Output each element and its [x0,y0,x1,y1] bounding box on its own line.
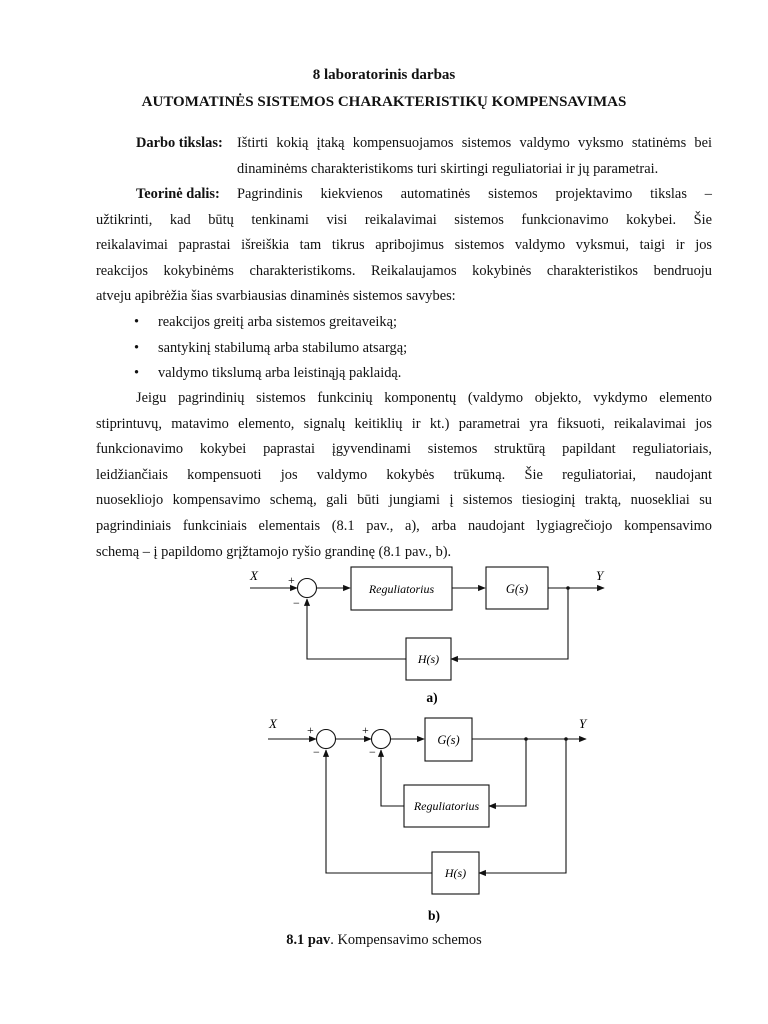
input-label: X [269,716,277,731]
plant-label: G(s) [437,733,460,747]
bullet-list [134,310,710,387]
theory-line-4: reakcijos kokybinėms charakteristikoms. Reikalaujamos kokybinės charakteristikos bendruoju [96,262,712,279]
block-diagram-b [0,712,768,927]
aim-section [136,131,712,182]
para2-line-5: nuosekliojo kompensavimo schemą, gali būti jungiami į sistemos tiesioginį traktą, nuosekliai su [96,492,712,509]
branch-point [564,737,568,741]
summing-junction [298,579,317,598]
paragraph-compensation [96,386,712,565]
lab-title: 8 laboratorinis darbas [312,67,456,83]
bullet-icon: • [134,339,140,356]
block-diagram-a [0,560,768,710]
theory-line-5: atveju apibrėžia šias svarbiausias dinaminės sistemos savybes: [96,288,456,305]
para2-line-2: stiprintuvų, matavimo elemento, signalų keitiklių ir kt.) parametrai yra fiksuoti, reikalavimai jos [96,415,712,432]
plus-sign: + [288,573,295,587]
para2-line-6: pagrindiniais funkciniais elementais (8.1 pav., a), arba naudojant lygiagrečiojo kompensavimo [96,517,712,534]
theory-line-2: užtikrinti, kad būtų tenkinami visi reikalavimai sistemos funkcionavimo kokybei. Šie [96,211,712,228]
figure-caption-text: . Kompensavimo schemos [330,932,482,948]
bullet-icon: • [134,365,140,382]
minus-sign: − [293,596,300,610]
plus-sign: + [307,723,314,737]
feedback-label: H(s) [444,866,467,880]
feedback-line [451,588,568,659]
inner-feedback-return-line [381,750,404,806]
figure-number: 8.1 pav [286,932,331,948]
aim-line-2: dinaminėms charakteristikoms turi skirtingi reguliatoriai ir jų parametrai. [237,160,659,177]
main-title: AUTOMATINĖS SISTEMOS CHARAKTERISTIKŲ KOMPENSAVIMAS [141,94,627,110]
output-label: Y [596,568,604,583]
output-label: Y [579,716,587,731]
theory-label: Teorinė dalis: [136,186,220,202]
para2-line-4: leidžiančiais kompensuoti jos valdymo kokybės trūkumą. Šie reguliatoriai, naudojant [96,466,712,483]
regulator-label: Reguliatorius [413,799,480,813]
plus-sign: + [362,723,369,737]
para2-line-7: schemą – į papildomo grįžtamojo ryšio grandinę (8.1 pav., b). [96,543,452,560]
minus-sign: − [313,745,320,759]
feedback-return-line [307,599,406,659]
para2-line-1: Jeigu pagrindinių sistemos funkcinių komponentų (valdymo objekto, vykdymo elemento [136,390,712,406]
para2-line-3: funkcionavimo kokybei paprastai įgyvendinami sistemos struktūrą papildant reguliatoriais, [96,441,712,458]
regulator-label: Reguliatorius [368,582,435,596]
bullet-icon: • [134,314,140,330]
feedback-label: H(s) [417,652,440,666]
plant-label: G(s) [505,582,529,596]
theory-body [96,208,712,310]
aim-label: Darbo tikslas: [136,135,223,151]
theory-section [136,182,712,208]
list-item: • santykinį stabilumą arba stabilumo atsargą; [134,336,710,362]
minus-sign: − [369,745,376,759]
diagram-b-caption: b) [427,908,441,923]
theory-line-3: reikalavimai paprastai išreiškia tam tikrus apribojimus sistemos valdymo vyksmui, taigi ir jos [96,237,712,254]
theory-line-1: Pagrindinis kiekvienos automatinės sistemos projektavimo tikslas – [237,186,712,202]
branch-point [524,737,528,741]
figure-caption [0,932,768,949]
diagram-a-caption: a) [426,690,438,705]
list-item: • valdymo tikslumą arba leistinąją paklaidą. [134,361,710,387]
list-item: • reakcijos greitį arba sistemos greitaveiką; [134,310,710,336]
branch-point [566,586,570,590]
inner-feedback-line [489,739,526,806]
aim-line-1: Ištirti kokią įtaką kompensuojamos sistemos valdymo vyksmo statinėms bei [237,135,712,151]
input-label: X [250,568,258,583]
